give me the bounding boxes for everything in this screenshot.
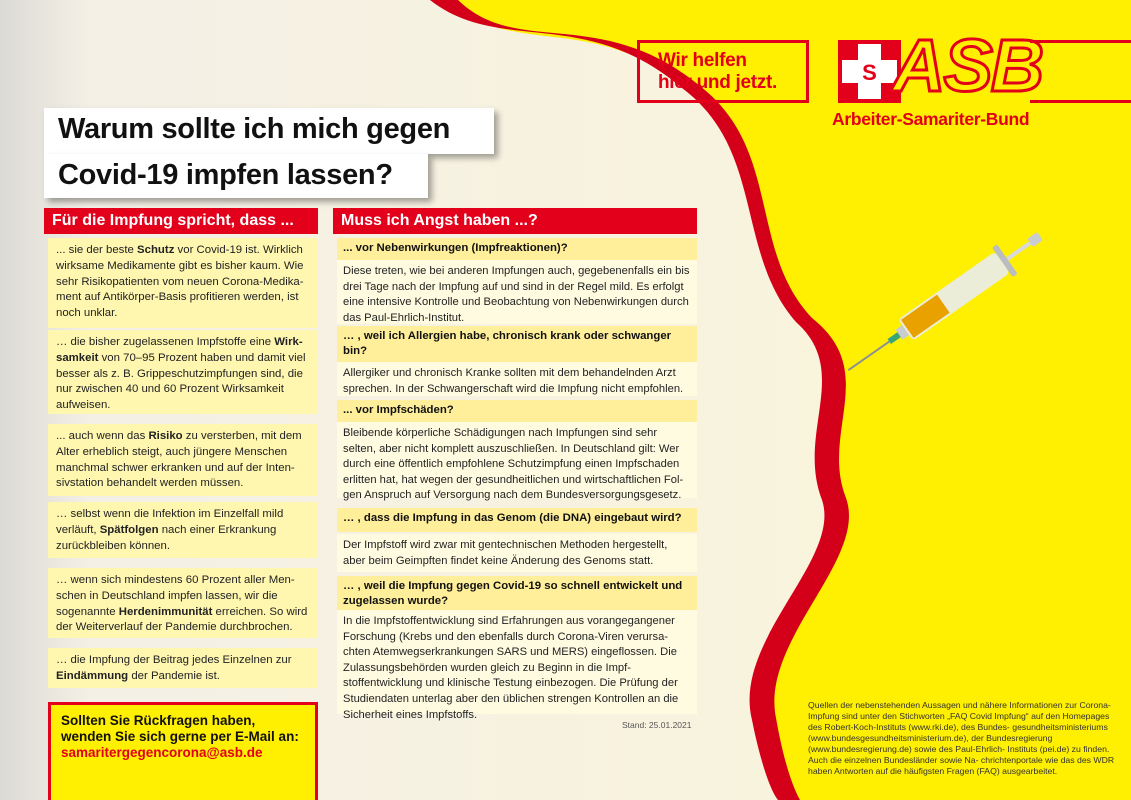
question-heading: … , weil die Impfung gegen Covid-19 so schnell entwickelt und zugelassen wurde?: [337, 576, 697, 610]
slogan-line-1: Wir helfen: [658, 50, 747, 71]
pro-item: ... sie der beste Schutz vor Covid-19 ist. Wirklich wirksame Medikamente gibt es bisher kaum. Wie sehr Risikopatienten vom neuen Corona-Medika- ment auf Antikörper-Basis profitieren werden, ist noch unklar.: [48, 238, 317, 328]
answer-text: In die Impfstoffentwicklung sind Erfahrungen aus vorangegangener Forschung (Krebs und den ebenfalls durch Corona-Viren verursa- chten Atemwegserkrankungen SARS und MERS) eingeflossen. Die Zulassungsbehörden wurden gleich zu Beginn in die Impf- stoffentwicklung und klinische Testung einbezogen. Die Prüfung der Studiendaten unterlag aber den üblichen strengen Kontrollen an die Sicherheit eines Impfstoffs.: [337, 610, 697, 714]
contact-email-link[interactable]: samaritergegencorona@asb.de: [61, 745, 263, 760]
contact-line-1: Sollten Sie Rückfragen haben,: [61, 713, 256, 728]
pro-item: … die bisher zugelassenen Impfstoffe eine Wirk- samkeit von 70–95 Prozent haben und damit viel besser als z. B. Grippeschutzimpfungen sind, die nur zwischen 40 und 60 Prozent Wirksamkeit aufweisen.: [48, 330, 317, 414]
logo-text: ASB: [892, 24, 1043, 107]
logo-subtitle: Arbeiter-Samariter-Bund: [832, 109, 1030, 129]
slogan-box: [637, 40, 809, 103]
question-heading: ... vor Impfschäden?: [337, 400, 697, 422]
page-title-line-2: Covid-19 impfen lassen?: [44, 154, 428, 198]
sources-note: Quellen der nebenstehenden Aussagen und nähere Informationen zur Corona-Impfung sind unter den Stichworten „FAQ Covid Impfung“ auf den Homepages des Robert-Koch-Instituts (www.rki.de), des Bundes- gesundheitsministeriums (www.bundesgesundheitsministerium.de), der Bundesregierung (www.bundesregierung.de) sowie des Paul-Ehrlich- Instituts (pei.de) zu finden. Auch die einzelnen Bundesländer sowie Na- chrichtenportale wie das des WDR haben Antworten auf die häufigsten Fragen (FAQ) ausgearbeitet.: [808, 700, 1115, 776]
pro-item: ... auch wenn das Risiko zu versterben, mit dem Alter erheblich steigt, auch jüngere Menschen manchmal schwer erkranken und auf der Inten- sivstation behandelt werden müssen.: [48, 424, 317, 496]
answer-text: Allergiker und chronisch Kranke sollten mit dem behandelnden Arzt sprechen. In der Schwangerschaft wird die Impfung nicht empfohlen.: [337, 362, 697, 396]
pro-item: … wenn sich mindestens 60 Prozent aller Men- schen in Deutschland impfen lassen, wir die sogenannte Herdenimmunität erreichen. So wird der Weiterverlauf der Pandemie durchbrochen.: [48, 568, 317, 638]
pro-item: … selbst wenn die Infektion im Einzelfall mild verläuft, Spätfolgen nach einer Erkrankung zurückbleiben können.: [48, 502, 317, 558]
answer-text: Bleibende körperliche Schädigungen nach Impfungen sind sehr selten, aber nicht komplett auszuschließen. In Deutschland gilt: Wer durch eine öffentlich empfohlene Schutzimpfung einen Impfschaden erlitten hat, hat wegen der gesundheitlichen und wirtschaftlichen Fol- gen Anspruch auf Versorgung nach dem Bundesversorgungsgesetz.: [337, 422, 697, 498]
question-heading: … , weil ich Allergien habe, chronisch krank oder schwanger bin?: [337, 326, 697, 362]
answer-text: Diese treten, wie bei anderen Impfungen auch, gegebenenfalls ein bis drei Tage nach der Impfung auf und sind in der Regel mild. Es erfolgt eine intensive Kontrolle und Beobachtung von Nebenwirkungen durch das Paul-Ehrlich-Institut.: [337, 260, 697, 324]
pro-section-heading: Für die Impfung spricht, dass ...: [44, 208, 318, 234]
question-heading: ... vor Nebenwirkungen (Impfreaktionen)?: [337, 238, 697, 260]
contact-box: [48, 702, 318, 800]
contact-line-2: wenden Sie sich gerne per E-Mail an:: [61, 729, 299, 744]
pro-item: … die Impfung der Beitrag jedes Einzelnen zur Eindämmung der Pandemie ist.: [48, 648, 317, 688]
date-stamp: Stand: 25.01.2021: [622, 720, 692, 730]
logo-border-line: [1030, 40, 1131, 103]
page-title-line-1: Warum sollte ich mich gegen: [44, 108, 494, 154]
logo-symbol: S: [862, 60, 877, 85]
fear-section-heading: Muss ich Angst haben ...?: [333, 208, 697, 234]
answer-text: Der Impfstoff wird zwar mit gentechnischen Methoden hergestellt, aber beim Geimpften findet keine Änderung des Genoms statt.: [337, 534, 697, 572]
question-heading: … , dass die Impfung in das Genom (die DNA) eingebaut wird?: [337, 508, 697, 532]
slogan-line-2: hier und jetzt.: [658, 72, 778, 93]
